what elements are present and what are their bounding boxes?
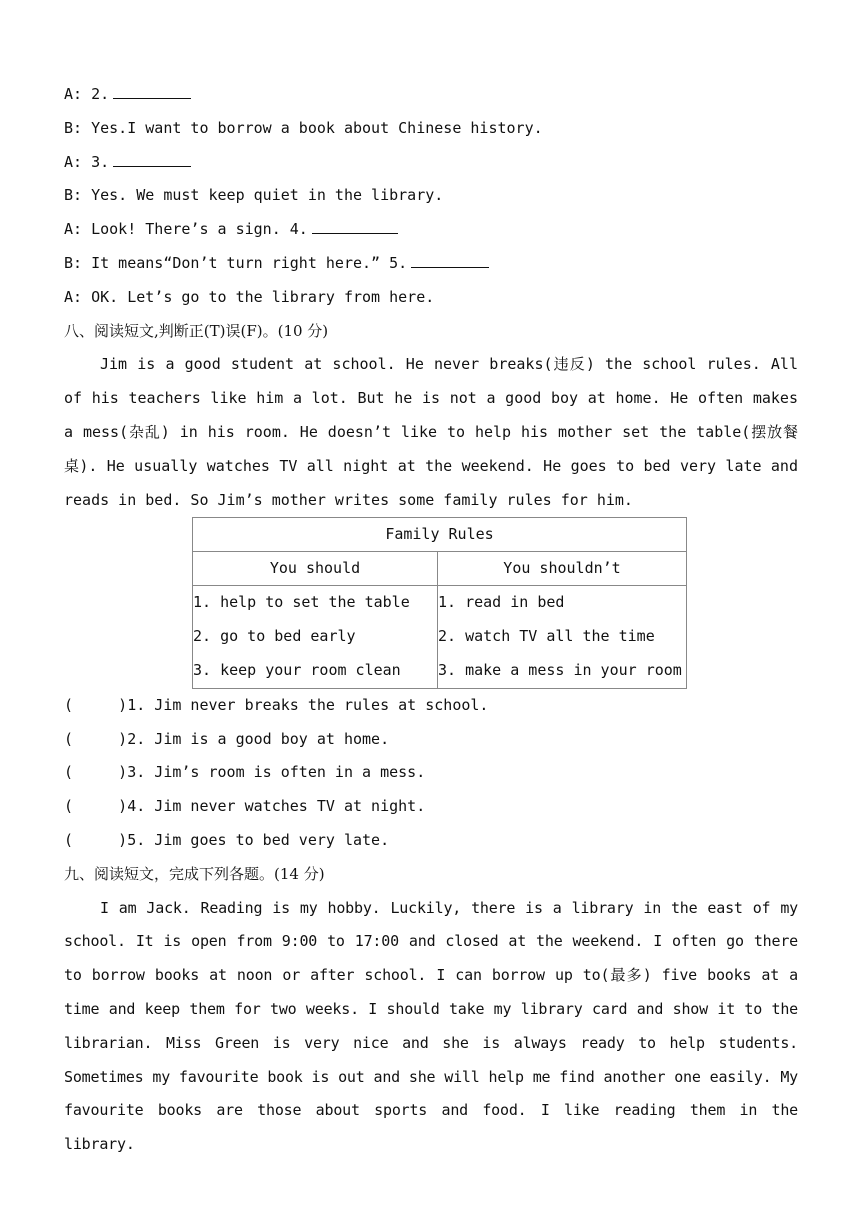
section-8-passage: Jim is a good student at school. He never breaks(违反) the school rules. All of his teachers like him a lot. But he is not a good boy at home. He often makes a mess(杂乱) in his room. He doesn’t like to help his mother set the table(摆放餐桌). He usually watches TV all night at the weekend. He goes to bed very late and reads in bed. So Jim’s mother writes some family rules for him. [64,355,798,509]
dialogue-text: A: 3. [64,152,110,171]
should-item: 2. go to bed early [193,627,356,646]
true-false-question[interactable]: ( )5. Jim goes to bed very late. [64,830,390,849]
column-header-should: You should [193,552,438,586]
should-item: 3. keep your room clean [193,660,401,679]
column-header-shouldnt: You shouldn’t [438,552,687,586]
section-8-heading: 八、阅读短文,判断正(T)误(F)。(10 分) [64,321,329,340]
true-false-question[interactable]: ( )2. Jim is a good boy at home. [64,729,390,748]
answer-blank-3[interactable] [113,150,191,167]
dialogue-line-b1: B: Yes.I want to borrow a book about Chinese history. [64,118,543,137]
should-list [193,586,438,688]
section-9-heading: 九、阅读短文，完成下列各题。(14 分) [64,864,325,883]
table-title: Family Rules [193,518,687,552]
dialogue-text: A: Look! There’s a sign. 4. [64,220,308,239]
dialogue-text: B: It means“Don’t turn right here.” 5. [64,253,408,272]
worksheet-page [64,78,798,1162]
answer-blank-5[interactable] [411,251,489,268]
dialogue-line-a2 [64,78,798,112]
dialogue-text: A: 2. [64,85,110,103]
should-item: 1. help to set the table [193,593,410,612]
dialogue-line-a5: A: OK. Let’s go to the library from here. [64,287,435,306]
dialogue-line-b2: B: Yes. We must keep quiet in the library. [64,186,444,205]
true-false-question[interactable]: ( )3. Jim’s room is often in a mess. [64,763,426,782]
shouldnt-item: 2. watch TV all the time [438,627,655,646]
shouldnt-item: 1. read in bed [438,593,565,612]
dialogue-line-b3 [64,247,798,281]
true-false-question[interactable]: ( )1. Jim never breaks the rules at school. [64,695,489,714]
true-false-question[interactable]: ( )4. Jim never watches TV at night. [64,797,426,816]
answer-blank-2[interactable] [113,82,191,99]
dialogue-line-a4 [64,213,798,247]
dialogue-line-a3 [64,146,798,180]
family-rules-table [192,517,687,688]
section-9-passage: I am Jack. Reading is my hobby. Luckily, there is a library in the east of my school. It is open from 9:00 to 17:00 and closed at the weekend. I often go there to borrow books at noon or after school. I can borrow up to(最多) five books at a time and keep them for two weeks. I should take my library card and show it to the librarian. Miss Green is very nice and she is always ready to help students. Sometimes my favourite book is out and she will help me find another one easily. My favourite books are those about sports and food. I like reading them in the library. [64,898,798,1154]
shouldnt-list [438,586,687,688]
shouldnt-item: 3. make a mess in your room [438,660,682,679]
answer-blank-4[interactable] [312,217,398,234]
